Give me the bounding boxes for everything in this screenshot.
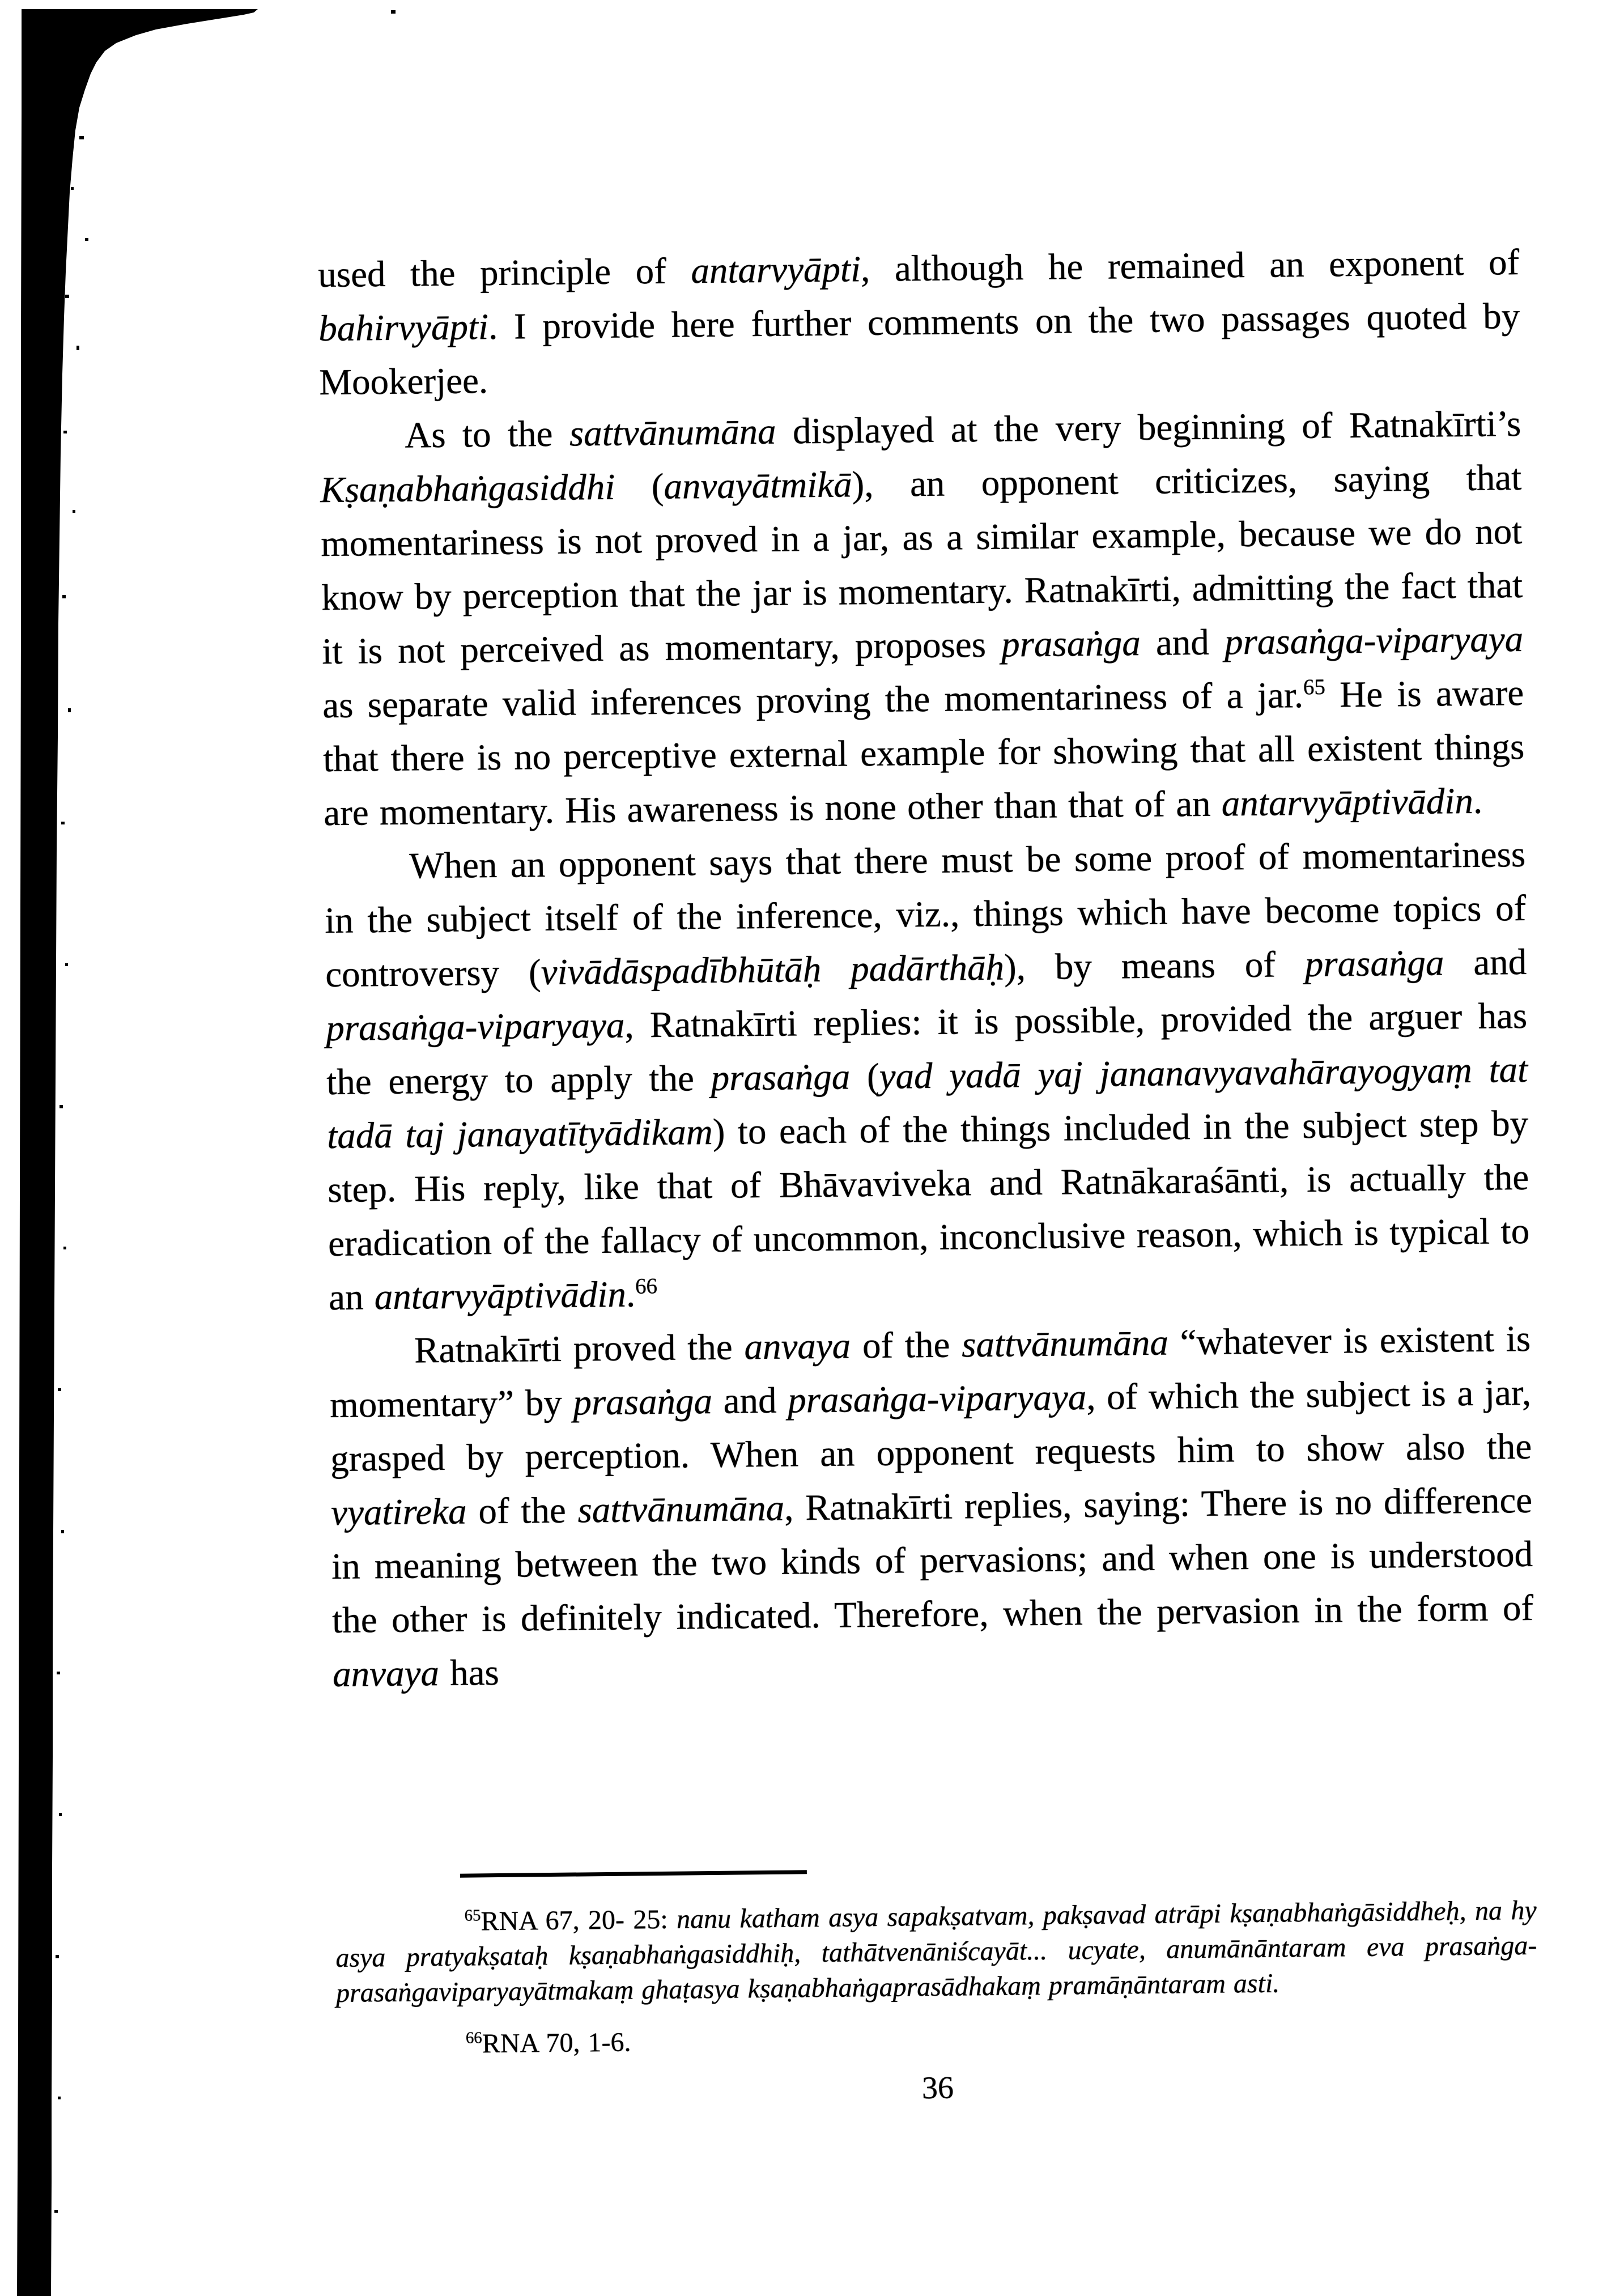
- text-run: as separate valid inferences proving the momentariness of a jar.: [322, 675, 1304, 726]
- italic-term: nanu katham asya sapakṣatvam, pakṣavad atrāpi kṣaṇabhaṅgāsiddheḥ, na hy asya pratyakṣataḥ kṣaṇabhaṅgasiddhiḥ, tathātvenāniścayāt... ucyate, anumānāntaram eva prasaṅga-prasaṅgaviparyayātmakaṃ ghaṭasya kṣaṇabhaṅgaprasādhakaṃ pramāṇāntaram asti.: [335, 1895, 1537, 2009]
- italic-term: anvaya: [744, 1325, 851, 1368]
- italic-term: antarvyāpti: [691, 249, 861, 292]
- italic-term: prasaṅga: [1304, 942, 1444, 985]
- superscript-footnote-marker: 66: [465, 2029, 482, 2047]
- text-run: ), an opponent criticizes, saying that momentariness is not proved in a jar, as a similar example, because we do not know by perception that the jar is momentary. Ratnakīrti, admitting the fact that it is not perceived as momentary, proposes: [320, 457, 1523, 673]
- italic-term: vivādāspadībhūtāḥ padārthāḥ: [541, 947, 1005, 993]
- text-run: of the: [466, 1490, 578, 1532]
- text-run: of the: [850, 1324, 962, 1367]
- italic-term: vyatireka: [330, 1491, 467, 1534]
- italic-term: sattvānumāna: [577, 1487, 785, 1531]
- italic-term: prasaṅga-viparyaya: [325, 1005, 625, 1049]
- text-run: displayed at the very beginning of Ratnakīrti’s: [776, 403, 1521, 452]
- text-run: “whatever is existent is momentary” by: [329, 1318, 1531, 1426]
- text-run: .: [1473, 780, 1483, 822]
- text-run: .: [626, 1274, 636, 1315]
- superscript-footnote-marker: 65: [464, 1906, 481, 1925]
- italic-term: antarvyāptivādin: [374, 1274, 627, 1318]
- italic-term: prasaṅga: [573, 1380, 713, 1423]
- text-run: As to the: [404, 413, 570, 456]
- italic-term: sattvānumāna: [961, 1322, 1169, 1366]
- page-number: 36: [921, 2070, 954, 2106]
- italic-term: prasaṅga-viparyaya: [1224, 618, 1524, 663]
- text-run: used the principle of: [317, 250, 691, 296]
- text-run: He is aware that there is no perceptive external example for showing that all existent things are momentary. His awareness is none other than that of an: [322, 672, 1525, 834]
- text-run: (: [614, 466, 664, 508]
- text-run: . I provide here further comments on the two passages quoted by Mookerjee.: [318, 295, 1520, 403]
- text-run: Ratnakīrti proved the: [414, 1326, 745, 1371]
- text-run: , of which the subject is a jar, grasped by perception. When an opponent requests him to show also the: [330, 1372, 1532, 1480]
- footnote-separator-rule: [460, 1870, 807, 1877]
- text-run: and: [1443, 941, 1527, 984]
- superscript-footnote-marker: 66: [635, 1274, 658, 1299]
- italic-term: sattvānumāna: [569, 411, 776, 454]
- text-run: (: [849, 1056, 880, 1098]
- italic-term: prasaṅga: [1001, 623, 1141, 665]
- text-run: RNA 70, 1-6.: [482, 2027, 631, 2059]
- text-run: When an opponent says that there must be some proof of momentariness in the subject itself of the inference, viz., things which have become topics of controversy (: [324, 834, 1527, 996]
- italic-term: antarvyāptivādin: [1221, 780, 1474, 824]
- text-run: ), by means of: [1004, 944, 1306, 988]
- italic-term: bahirvyāpti: [318, 307, 489, 350]
- text-run: , Ratnakīrti replies, saying: There is no difference in meaning between the two kinds of pervasions; and when one is understood the other is definitely indicated. Therefore, when the pervasion in the form of: [331, 1479, 1534, 1642]
- footnote: [335, 1893, 1537, 2011]
- text-run: , Ratnakīrti replies: it is possible, provided the arguer has the energy to apply the: [326, 995, 1528, 1103]
- text-run: , although he remained an exponent of: [860, 241, 1520, 290]
- page-content: [318, 236, 1539, 2175]
- italic-term: yad yadā yaj jananavyavahārayogyaṃ tat tadā taj janayatītyādikam: [326, 1049, 1528, 1157]
- text-run: and: [712, 1380, 788, 1422]
- italic-term: anvaya: [332, 1653, 440, 1695]
- text-run: RNA 67, 20- 25:: [481, 1904, 677, 1937]
- italic-term: anvayātmikā: [664, 464, 852, 507]
- italic-term: prasaṅga-viparyaya: [787, 1377, 1087, 1421]
- italic-term: prasaṅga: [711, 1056, 851, 1099]
- body-paragraph: [324, 828, 1531, 1325]
- text-run: ) to each of the things included in the subject step by step. His reply, like that of Bhāvaviveka and Ratnākaraśānti, is actually the eradication of the fallacy of uncommon, inconclusive reason, which is typical to an: [327, 1103, 1530, 1319]
- superscript-footnote-marker: 65: [1303, 674, 1326, 700]
- italic-term: Kṣaṇabhaṅgasiddhi: [320, 466, 615, 511]
- footnote: [337, 2016, 1538, 2063]
- body-paragraph: [329, 1312, 1534, 1702]
- body-paragraph: [318, 236, 1521, 410]
- text-run: has: [439, 1652, 500, 1694]
- footnotes-section: [335, 1893, 1538, 2063]
- body-paragraph: [320, 397, 1525, 840]
- text-run: and: [1140, 622, 1225, 664]
